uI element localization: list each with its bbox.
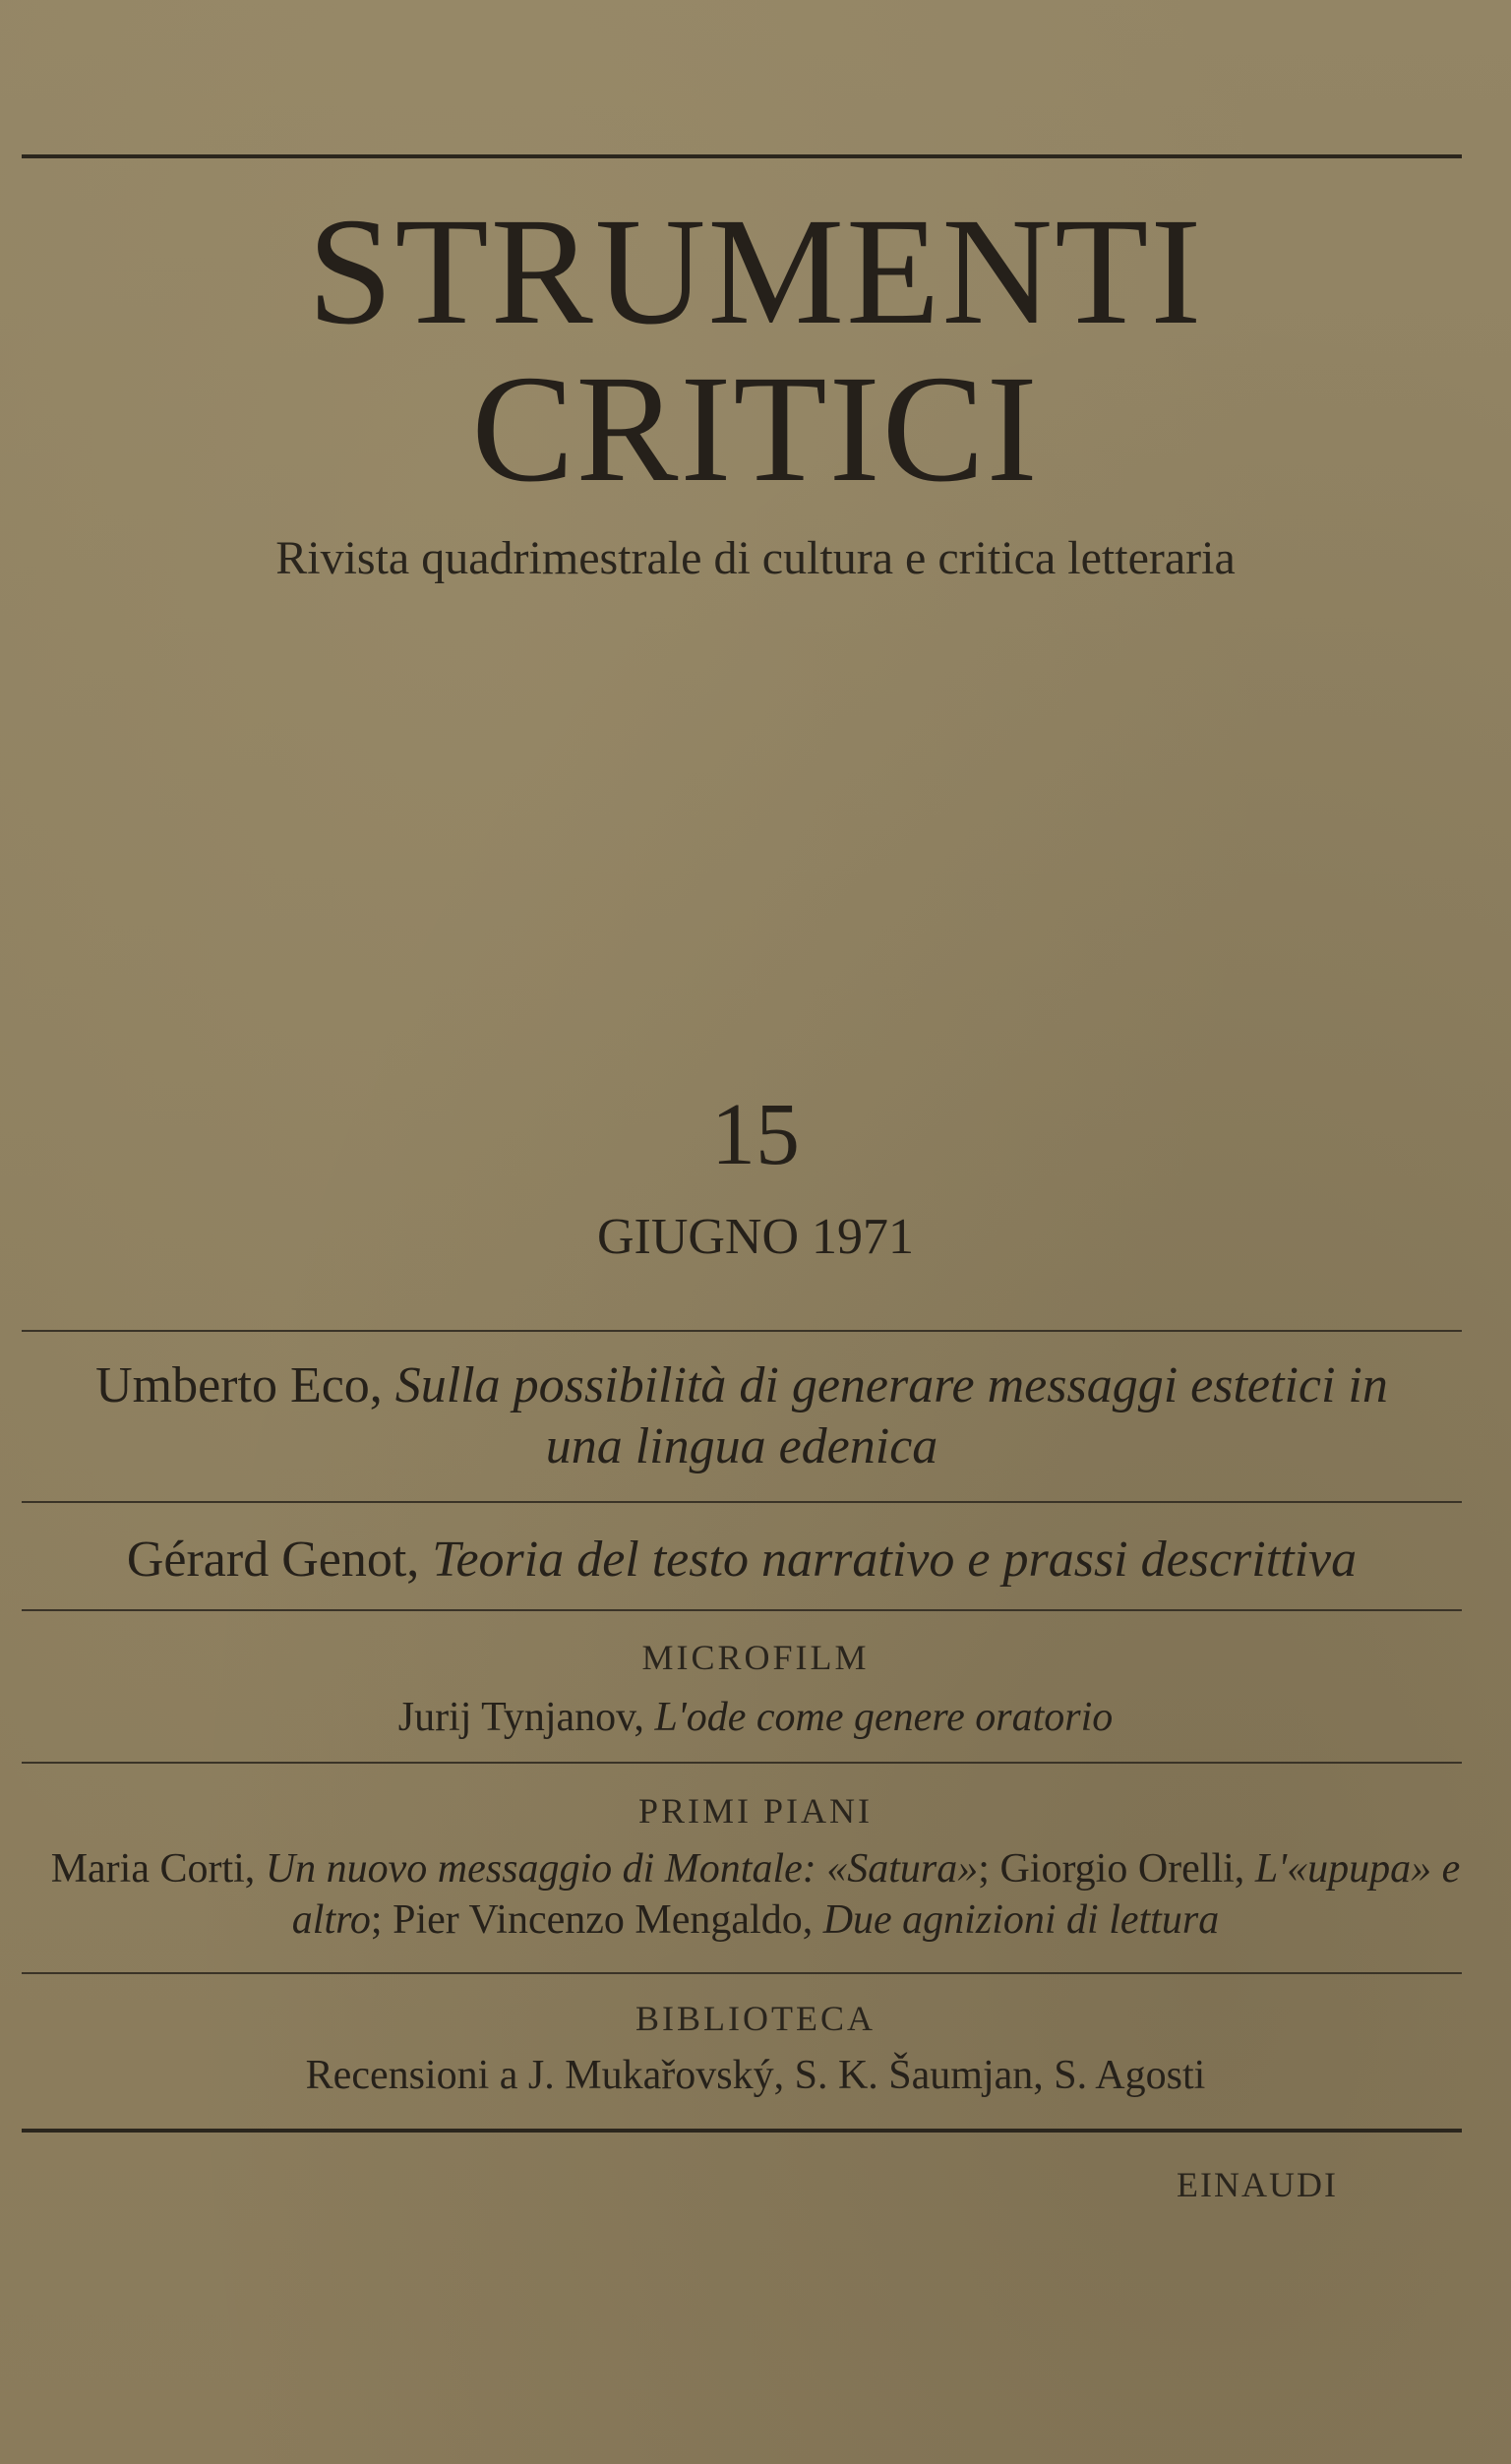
publisher-name: EINAUDI — [1177, 2165, 1338, 2204]
journal-title-line1: STRUMENTI — [307, 186, 1204, 356]
pp-title-3: Due agnizioni di lettura — [822, 1897, 1220, 1943]
bottom-rule — [22, 2129, 1462, 2133]
microfilm-title: L'ode come genere oratorio — [654, 1695, 1114, 1740]
issue-date: GIUGNO 1971 — [596, 1209, 915, 1265]
primi-piani-entry — [39, 1843, 1472, 1946]
article-title: Sulla possibilità di generare messaggi estetici in — [394, 1357, 1388, 1413]
pp-title-2: L'«upupa» e altro — [291, 1846, 1461, 1943]
pp-author-2: Giorgio Orelli, — [999, 1846, 1245, 1892]
microfilm-author: Jurij Tynjanov, — [397, 1695, 644, 1740]
article-title: Teoria del testo narrativo e prassi descrittiva — [432, 1532, 1358, 1588]
journal-title-line2: CRITICI — [471, 343, 1040, 513]
article-genot — [22, 1530, 1462, 1591]
divider-5 — [22, 1972, 1462, 1974]
article-title-continued: una lingua edenica — [545, 1418, 938, 1474]
pp-title-1: Un nuovo messaggio di Montale: «Satura» — [265, 1846, 979, 1892]
section-heading-primi-piani: PRIMI PIANI — [637, 1791, 873, 1831]
divider-3 — [22, 1609, 1462, 1611]
article-author: Umberto Eco, — [95, 1357, 383, 1413]
pp-author-3: Pier Vincenzo Mengaldo, — [393, 1897, 814, 1943]
divider-1 — [22, 1330, 1462, 1332]
pp-separator-1: ; — [978, 1846, 990, 1892]
section-heading-biblioteca: BIBLIOTECA — [635, 1999, 876, 2038]
top-rule — [22, 154, 1462, 158]
article-author: Gérard Genot, — [126, 1532, 420, 1588]
microfilm-entry — [39, 1692, 1472, 1743]
article-eco — [22, 1355, 1462, 1477]
section-heading-microfilm: MICROFILM — [641, 1638, 870, 1677]
biblioteca-entry: Recensioni a J. Mukařovský, S. K. Šaumjan, S. Agosti — [305, 2053, 1206, 2098]
pp-author-1: Maria Corti, — [50, 1846, 256, 1892]
journal-subtitle: Rivista quadrimestrale di cultura e critica letteraria — [275, 532, 1236, 584]
divider-2 — [22, 1501, 1462, 1503]
issue-number: 15 — [711, 1086, 800, 1183]
pp-separator-2: ; — [370, 1897, 383, 1943]
divider-4 — [22, 1762, 1462, 1764]
